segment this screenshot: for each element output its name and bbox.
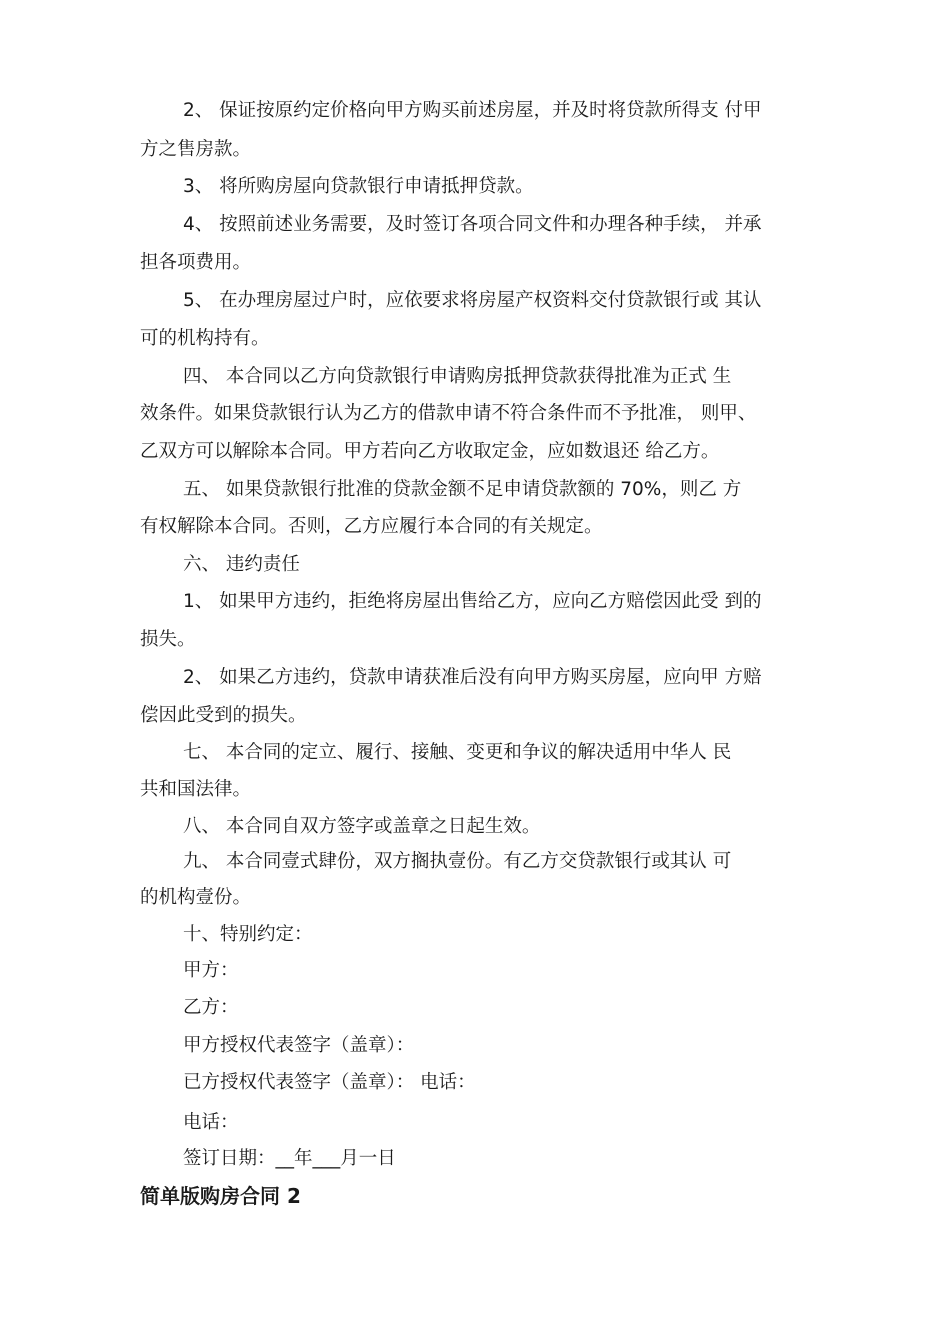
special-terms-label: 十、特别约定： — [183, 924, 313, 945]
clause-line: 3、 将所购房屋向贷款银行申请抵押贷款。 — [183, 176, 534, 197]
party-b-signature-label: 已方授权代表签字（盖章）： 电话： — [183, 1072, 476, 1093]
clause-line: 四、 本合同以乙方向贷款银行申请购房抵押贷款获得批准为正式 生 — [183, 366, 732, 387]
party-a-signature-label: 甲方授权代表签字（盖章）： — [183, 1035, 415, 1056]
phone-label: 电话： — [183, 1112, 239, 1133]
clause-line: 效条件。如果贷款银行认为乙方的借款申请不符合条件而不予批准， 则甲、 — [140, 403, 757, 424]
party-b-label: 乙方： — [183, 997, 239, 1018]
clause-line: 有权解除本合同。否则，乙方应履行本合同的有关规定。 — [140, 516, 603, 537]
clause-line: 损失。 — [140, 629, 196, 650]
section-title: 简单版购房合同 2 — [140, 1184, 301, 1208]
clause-line: 共和国法律。 — [140, 779, 252, 800]
clause-line: 1、 如果甲方违约，拒绝将房屋出售给乙方，应向乙方赔偿因此受 到的 — [183, 591, 762, 612]
clause-line: 乙双方可以解除本合同。甲方若向乙方收取定金，应如数退还 给乙方。 — [140, 441, 720, 462]
clause-line: 方之售房款。 — [140, 139, 252, 160]
party-a-label: 甲方： — [183, 960, 239, 981]
clause-line: 七、 本合同的定立、履行、接触、变更和争议的解决适用中华人 民 — [183, 742, 732, 763]
clause-line: 偿因此受到的损失。 — [140, 705, 307, 726]
clause-line: 的机构壹份。 — [140, 887, 252, 908]
clause-line: 2、 保证按原约定价格向甲方购买前述房屋，并及时将贷款所得支 付甲 — [183, 100, 762, 121]
clause-line: 担各项费用。 — [140, 252, 252, 273]
clause-line: 2、 如果乙方违约，贷款申请获准后没有向甲方购买房屋，应向甲 方赔 — [183, 667, 762, 688]
clause-line: 4、 按照前述业务需要，及时签订各项合同文件和办理各种手续， 并承 — [183, 214, 762, 235]
clause-line: 九、 本合同壹式肆份，双方搁执壹份。有乙方交贷款银行或其认 可 — [183, 851, 732, 872]
signing-date-label: 签订日期：__年___月一日 — [183, 1148, 396, 1169]
clause-line: 可的机构持有。 — [140, 328, 270, 349]
section-heading: 六、 违约责任 — [183, 554, 300, 575]
clause-line: 五、 如果贷款银行批准的贷款金额不足申请贷款额的 70%，则乙 方 — [183, 479, 742, 500]
clause-line: 八、 本合同自双方签字或盖章之日起生效。 — [183, 816, 541, 837]
clause-line: 5、 在办理房屋过户时，应依要求将房屋产权资料交付贷款银行或 其认 — [183, 290, 762, 311]
